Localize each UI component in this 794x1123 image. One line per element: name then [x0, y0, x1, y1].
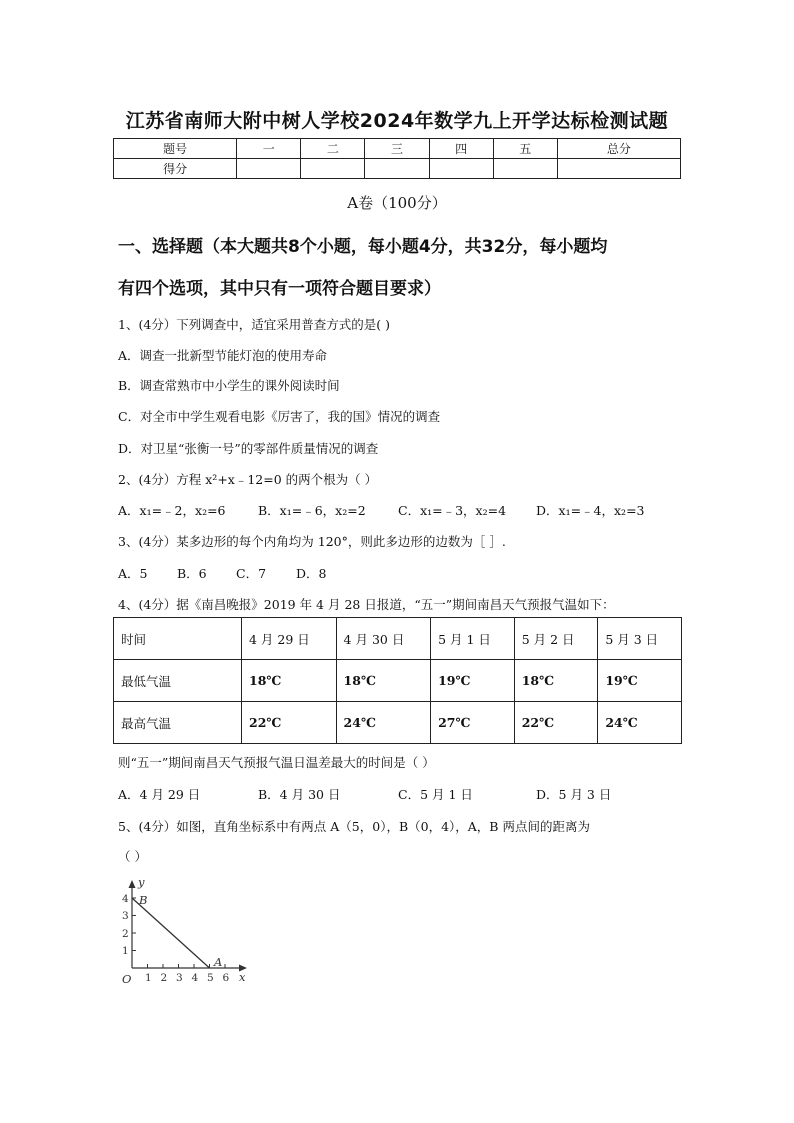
weather-header-cell: 5 月 1 日 [431, 618, 515, 660]
q5-blank: （ ） [118, 849, 147, 864]
weather-header-cell: 4 月 30 日 [336, 618, 431, 660]
score-cell: 四 [429, 139, 493, 159]
q4-question: 则“五一”期间南昌天气预报气温日温差最大的时间是（ ） [118, 755, 435, 770]
x-tick-label: 3 [176, 972, 183, 984]
weather-header-row [114, 618, 682, 660]
score-cell: 总分 [557, 139, 680, 159]
weather-cell: 18℃ [514, 660, 598, 702]
score-input-cell[interactable] [301, 159, 365, 179]
section1-heading-line1: 一、选择题（本大题共8个小题，每小题4分，共32分，每小题均 [118, 237, 608, 257]
x-tick-label: 1 [145, 972, 152, 984]
q4-option-b[interactable]: B．4 月 30 日 [258, 787, 341, 802]
weather-cell: 19℃ [598, 660, 682, 702]
weather-row-low [114, 660, 682, 702]
y-axis-arrow [129, 880, 136, 888]
weather-cell: 24℃ [598, 702, 682, 744]
q3-options [118, 564, 326, 582]
q2-options [118, 501, 645, 519]
y-tick-label: 3 [122, 910, 129, 922]
q2-stem: 2、(4分）方程 x²+x﹣12=0 的两个根为（ ） [118, 472, 378, 487]
x-tick-label: 6 [222, 972, 230, 984]
q2-option-a[interactable]: A．x₁=﹣2，x₂=6 [118, 503, 226, 518]
weather-cell: 18℃ [336, 660, 431, 702]
q1-option-a[interactable]: A．调查一批新型节能灯泡的使用寿命 [118, 348, 328, 363]
y-axis-label: y [138, 875, 145, 889]
q3-option-a[interactable]: A．5 [118, 566, 148, 581]
y-tick-label: 2 [122, 928, 129, 940]
q4-option-a[interactable]: A．4 月 29 日 [118, 787, 201, 802]
x-tick-label: 4 [191, 972, 199, 984]
q1-option-d[interactable]: D．对卫星“张衡一号”的零部件质量情况的调查 [118, 441, 379, 456]
weather-cell: 18℃ [242, 660, 337, 702]
q2-option-b[interactable]: B．x₁=﹣6，x₂=2 [258, 503, 366, 518]
section-a-title: A卷（100分） [347, 194, 447, 212]
weather-header-cell: 时间 [114, 618, 242, 660]
weather-cell: 24℃ [336, 702, 431, 744]
q3-stem: 3、(4分）某多边形的每个内角均为 120°，则此多边形的边数为［ ］. [118, 534, 506, 549]
score-cell: 一 [237, 139, 301, 159]
score-cell: 五 [493, 139, 557, 159]
weather-cell: 19℃ [431, 660, 515, 702]
score-input-cell[interactable] [557, 159, 680, 179]
weather-table [113, 617, 682, 744]
q4-option-d[interactable]: D．5 月 3 日 [536, 787, 612, 802]
q2-option-d[interactable]: D．x₁=﹣4，x₂=3 [536, 503, 645, 518]
q3-option-d[interactable]: D．8 [296, 566, 327, 581]
q3-option-b[interactable]: B．6 [177, 566, 207, 581]
weather-header-cell: 5 月 3 日 [598, 618, 682, 660]
score-table-score-row [114, 159, 681, 179]
y-tick-label: 4 [122, 893, 129, 905]
section1-heading-line2: 有四个选项，其中只有一项符合题目要求） [118, 279, 441, 299]
coordinate-figure [115, 875, 255, 987]
segment-ab [132, 898, 210, 968]
weather-header-cell: 4 月 29 日 [242, 618, 337, 660]
weather-cell: 22℃ [242, 702, 337, 744]
score-input-cell[interactable] [365, 159, 429, 179]
score-input-cell[interactable] [237, 159, 301, 179]
score-table [113, 138, 681, 179]
weather-header-cell: 5 月 2 日 [514, 618, 598, 660]
q3-option-c[interactable]: C．7 [236, 566, 267, 581]
exam-title: 江苏省南师大附中树人学校2024年数学九上开学达标检测试题 [125, 110, 669, 132]
x-tick-label: 5 [207, 972, 214, 984]
q4-option-c[interactable]: C．5 月 1 日 [398, 787, 473, 802]
q1-option-b[interactable]: B．调查常熟市中小学生的课外阅读时间 [118, 378, 340, 393]
weather-cell: 22℃ [514, 702, 598, 744]
score-input-cell[interactable] [429, 159, 493, 179]
q1-stem: 1、(4分）下列调查中，适宜采用普查方式的是( ) [118, 317, 391, 332]
score-cell: 题号 [114, 139, 237, 159]
weather-row-label: 最低气温 [114, 660, 242, 702]
weather-row-high [114, 702, 682, 744]
q2-option-c[interactable]: C．x₁=﹣3，x₂=4 [398, 503, 507, 518]
weather-row-label: 最高气温 [114, 702, 242, 744]
score-cell: 二 [301, 139, 365, 159]
x-tick-label: 2 [160, 972, 168, 984]
weather-cell: 27℃ [431, 702, 515, 744]
score-input-cell[interactable] [493, 159, 557, 179]
point-a-label: A [214, 955, 223, 969]
score-table-header-row [114, 139, 681, 159]
y-tick-label: 1 [122, 945, 129, 957]
q4-options [118, 785, 611, 803]
q4-stem: 4、(4分）据《南昌晚报》2019 年 4 月 28 日报道，“五一”期间南昌天气预报气温如下： [118, 597, 615, 612]
point-b-label: B [139, 893, 148, 907]
q1-option-c[interactable]: C．对全市中学生观看电影《厉害了，我的国》情况的调查 [118, 409, 441, 424]
x-axis-label: x [239, 970, 246, 984]
q5-stem: 5、(4分）如图，直角坐标系中有两点 A（5，0），B（0，4），A，B 两点间的距离为 [118, 819, 590, 834]
score-cell: 三 [365, 139, 429, 159]
origin-label: O [122, 972, 132, 986]
score-cell: 得分 [114, 159, 237, 179]
